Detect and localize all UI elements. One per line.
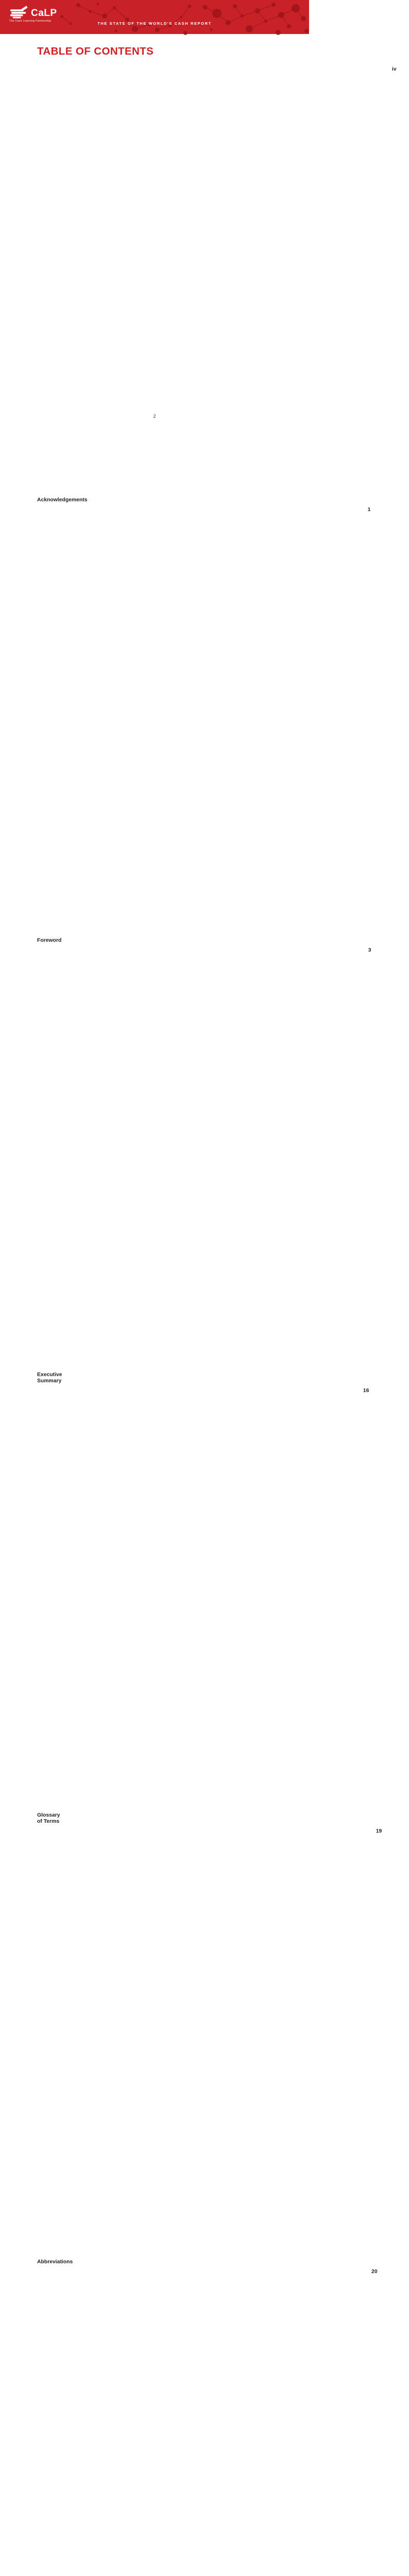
toc-entry-page: 3 xyxy=(62,947,371,1384)
toc-entry-label: Acknowledgements xyxy=(37,497,88,503)
report-header xyxy=(0,0,309,34)
toc-entry-label: Executive Summary xyxy=(37,1372,62,1384)
page-title: TABLE OF CONTENTS xyxy=(37,45,154,57)
toc-page-body xyxy=(0,45,397,2576)
toc-entry-page: 16 xyxy=(60,1388,369,1825)
toc-entry[interactable] xyxy=(37,507,371,944)
toc-entry-page: 20 xyxy=(69,2269,378,2576)
logo-tagline: The Cash Learning Partnership xyxy=(9,20,52,23)
toc-entry-label: Abbreviations xyxy=(37,2259,73,2265)
toc-entry-page: iv xyxy=(88,66,397,503)
calp-logo xyxy=(9,5,57,23)
toc-entry-label: Foreword xyxy=(37,938,62,943)
toc-entry[interactable] xyxy=(37,1388,369,1825)
toc-entry[interactable] xyxy=(37,1828,382,2265)
logo-wordmark: CaLP xyxy=(31,8,57,19)
toc-entry-label: Glossary of Terms xyxy=(37,1812,60,1824)
toc-entry[interactable] xyxy=(37,66,397,503)
toc-entry-page: 1 xyxy=(61,507,370,944)
calp-hand-icon xyxy=(9,5,29,19)
page-number: 2 xyxy=(153,414,156,419)
toc-list xyxy=(37,66,397,2576)
toc-entry-page: 19 xyxy=(73,1828,382,2265)
toc-entry[interactable] xyxy=(37,947,371,1384)
toc-entry[interactable] xyxy=(37,2269,378,2576)
report-title: THE STATE OF THE WORLD'S CASH REPORT xyxy=(97,21,212,26)
